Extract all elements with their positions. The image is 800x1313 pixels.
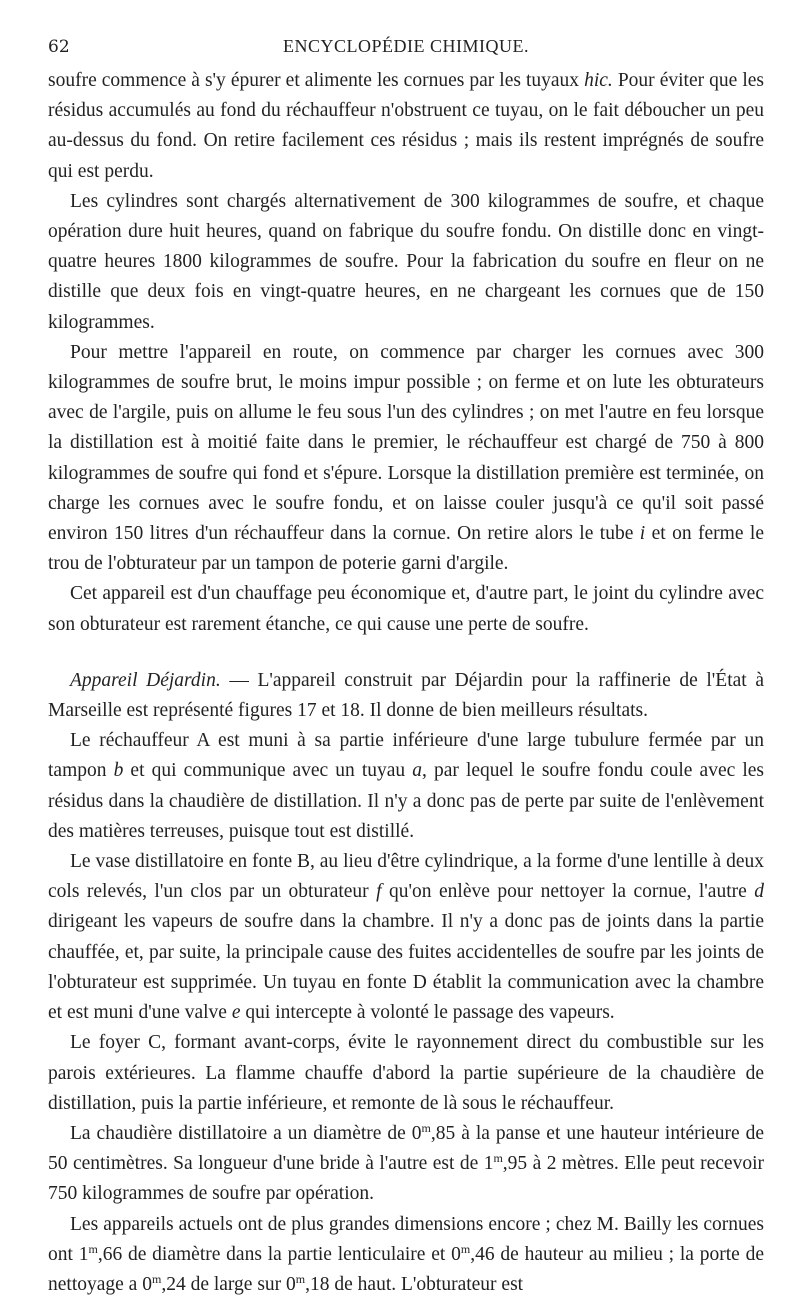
unit-superscript: m [88, 1241, 98, 1256]
section-gap [48, 640, 764, 666]
body-text [48, 66, 764, 1300]
unit-superscript: m [493, 1151, 503, 1166]
text-run: Le foyer C, formant avant-corps, évite le rayonnement direct du combustible sur les parois extérieures. La flamme chauffe d'abord la partie supérieure de la chaudière de distillation, puis la partie inférieure, et remonte de là sous le réchauffeur. [48, 1032, 764, 1114]
paragraph-10 [48, 1210, 764, 1301]
text-run: Cet appareil est d'un chauffage peu économique et, d'autre part, le joint du cylindre avec son obturateur est rarement étanche, ce qui cause une perte de soufre. [48, 583, 764, 635]
paragraph-4 [48, 579, 764, 639]
text-run: qu'on enlève pour nettoyer la cornue, l'autre [381, 881, 755, 903]
text-run: — L'appareil construit par Déjardin pour la raffinerie de l'État à Marseille est représenté figures 17 et 18. Il donne de bien meilleurs résultats. [48, 669, 764, 722]
section-title: Appareil Déjardin. [70, 669, 221, 691]
paragraph-1 [48, 66, 764, 187]
running-title: ENCYCLOPÉDIE CHIMIQUE. [283, 36, 529, 56]
italic-letter: b [113, 760, 124, 782]
text-run: dirigeant les vapeurs de soufre dans la chambre. Il n'y a donc pas de joints dans la partie chauffée, et, par suite, la principale cause des fuites accidentelles de soufre par les joints de l'obturateur est supprimée. Un tuyau en fonte D établit la communication avec la chambre et est muni d'une valve [48, 911, 764, 1024]
paragraph-8 [48, 1028, 764, 1119]
paragraph-7 [48, 847, 764, 1028]
text-run: et on ferme le trou de l'obturateur par un tampon de poterie garni d'argile. [48, 523, 764, 575]
paragraph-9 [48, 1119, 764, 1210]
text-run: Le réchauffeur A est muni à sa partie inférieure d'une large tubulure fermée par un tampon [48, 730, 764, 782]
italic-letter: f [376, 881, 382, 903]
unit-superscript: m [421, 1120, 431, 1135]
text-run: Pour éviter que les résidus accumulés au fond du réchauffeur n'obstruent ce tuyau, on le fait déboucher un peu au-dessus du fond. On retire facilement ces résidus ; mais ils restent imprégnés de soufre qui est perdu. [48, 70, 764, 182]
text-run: La chaudière distillatoire a un diamètre de 0 [70, 1122, 422, 1144]
text-run: ,18 de haut. L'obturateur est [305, 1273, 524, 1295]
text-run: Pour mettre l'appareil en route, on commence par charger les cornues avec 300 kilogrammes de soufre brut, le moins impur possible ; on ferme et on lute les obturateurs avec de l'argile, puis on allume le feu sous l'un des cylindres ; on met l'autre en feu lorsque la distillation est à moitié faite dans le premier, le réchauffeur est chargé de 750 à 800 kilogrammes de soufre qui fond et s'épure. Lorsque la distillation première est terminée, on charge les cornues avec le soufre fondu, et on laisse couler jusqu'à ce qu'il soit passé environ 150 litres d'un réchauffeur dans la cornue. On retire alors le tube [48, 341, 764, 545]
text-run: Les cylindres sont chargés alternativement de 300 kilogrammes de soufre, et chaque opération dure huit heures, quand on fabrique du soufre fondu. On distille donc en vingt-quatre heures 1800 kilogrammes de soufre. Pour la fabrication du soufre en fleur on ne distille que deux fois en vingt-quatre heures, en ne chargeant les cornues que de 150 kilogrammes. [48, 190, 764, 333]
italic-letter: d [754, 881, 764, 903]
paragraph-3 [48, 338, 764, 580]
text-run: ,46 de hauteur au milieu ; la porte de nettoyage a 0 [48, 1243, 764, 1295]
italic-letter: i [639, 523, 646, 545]
text-run: ,24 de large sur 0 [161, 1273, 296, 1295]
paragraph-6 [48, 726, 764, 847]
page-header [48, 36, 764, 66]
text-run: ,66 de diamètre dans la partie lenticulaire et 0 [97, 1243, 461, 1265]
text-run: soufre commence à s'y épurer et alimente les cornues par les tuyaux [48, 70, 585, 91]
paragraph-2 [48, 187, 764, 338]
italic-letter: a [412, 760, 423, 782]
text-run: Les appareils actuels ont de plus grandes dimensions encore ; chez M. Bailly les cornues ont 1 [48, 1213, 764, 1265]
unit-superscript: m [151, 1271, 162, 1286]
text-run: ,95 à 2 mètres. Elle peut recevoir 750 kilogrammes de soufre par opération. [48, 1153, 764, 1205]
page-number: 62 [48, 37, 70, 57]
text-run: qui intercepte à volonté le passage des vapeurs. [240, 1002, 615, 1024]
italic-term: hic. [584, 70, 613, 91]
text-run: , par lequel le soufre fondu coule avec les résidus dans la chaudière de distillation. Il n'y a donc pas de perte par suite de l'enlèvement des matières terreuses, puisque tout est distillé. [48, 760, 765, 842]
text-run: Le vase distillatoire en fonte B, au lieu d'être cylindrique, a la forme d'une lentille à deux cols relevés, l'un clos par un obturateur [48, 851, 764, 903]
text-run: et qui communique avec un tuyau [123, 760, 413, 782]
paragraph-5 [48, 666, 764, 726]
unit-superscript: m [460, 1241, 471, 1256]
unit-superscript: m [295, 1271, 306, 1286]
text-run: ,85 à la panse et une hauteur intérieure de 50 centimètres. Sa longueur d'une bride à l'autre est de 1 [48, 1122, 765, 1175]
italic-letter: e [231, 1002, 241, 1024]
